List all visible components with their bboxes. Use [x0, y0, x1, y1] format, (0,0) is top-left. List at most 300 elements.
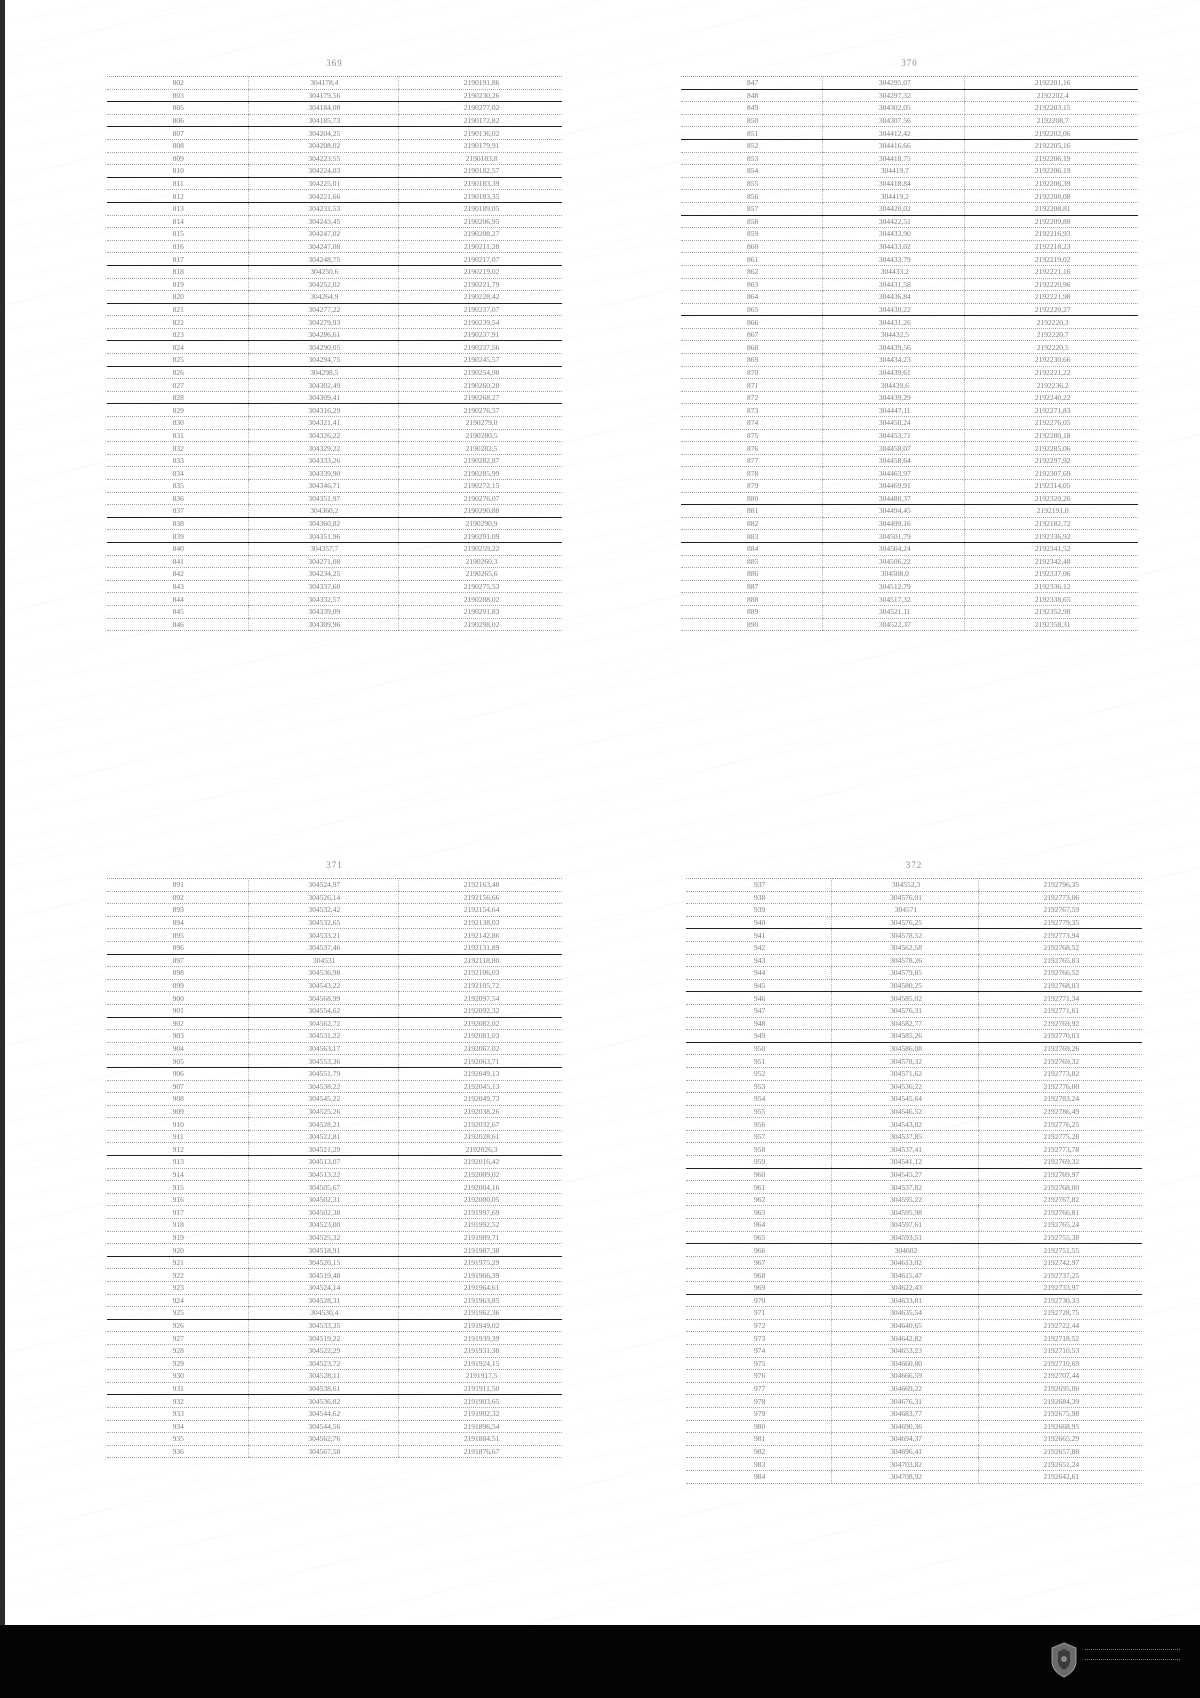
table-row — [686, 1357, 1142, 1370]
table-row — [681, 391, 1138, 404]
point-number: 984 — [686, 1470, 832, 1483]
coordinates-table — [107, 76, 562, 631]
x-coordinate: 304537,41 — [832, 1143, 978, 1156]
y-coordinate: 2190280,5 — [399, 429, 562, 442]
table-row — [686, 1067, 1142, 1080]
point-number: 882 — [681, 517, 823, 530]
table-row — [686, 1256, 1142, 1269]
y-coordinate: 2192710,69 — [978, 1357, 1142, 1370]
point-number: 817 — [107, 253, 248, 266]
y-coordinate: 2192767,59 — [978, 904, 1142, 917]
point-number: 913 — [107, 1156, 248, 1169]
point-number: 864 — [681, 291, 823, 304]
table-row — [686, 1395, 1142, 1408]
point-number: 969 — [686, 1282, 832, 1295]
x-coordinate: 304513,07 — [248, 1156, 398, 1169]
y-coordinate: 2192220,27 — [965, 303, 1138, 316]
point-number: 887 — [681, 580, 823, 593]
x-coordinate: 304553,36 — [248, 1055, 398, 1068]
table-row — [107, 152, 562, 165]
table-row — [681, 442, 1138, 455]
y-coordinate: 2192081,03 — [399, 1030, 562, 1043]
point-number: 825 — [107, 354, 248, 367]
y-coordinate: 2192336,92 — [965, 530, 1138, 543]
point-number: 946 — [686, 992, 832, 1005]
y-coordinate: 2192651,24 — [978, 1458, 1142, 1471]
y-coordinate: 2192009,02 — [399, 1168, 562, 1181]
x-coordinate: 304433,79 — [823, 253, 965, 266]
x-coordinate: 304563,17 — [248, 1042, 398, 1055]
y-coordinate: 2192049,73 — [399, 1093, 562, 1106]
y-coordinate: 2190211,28 — [399, 240, 562, 253]
table-row — [107, 316, 562, 329]
table-row — [107, 1105, 562, 1118]
x-coordinate: 304433,2 — [823, 265, 965, 278]
x-coordinate: 304586,08 — [832, 1042, 978, 1055]
point-number: 923 — [107, 1282, 248, 1295]
point-number: 975 — [686, 1357, 832, 1370]
point-number: 848 — [681, 89, 823, 102]
y-coordinate: 2192038,26 — [399, 1105, 562, 1118]
y-coordinate: 2192730,33 — [978, 1294, 1142, 1307]
x-coordinate: 304436,84 — [823, 291, 965, 304]
point-number: 816 — [107, 240, 248, 253]
table-row — [107, 1244, 562, 1257]
table-row — [686, 1382, 1142, 1395]
point-number: 810 — [107, 165, 248, 178]
point-number: 920 — [107, 1244, 248, 1257]
table-row — [686, 1130, 1142, 1143]
x-coordinate: 304506,22 — [823, 555, 965, 568]
coordinates-table — [681, 76, 1138, 631]
y-coordinate: 2192092,32 — [399, 1004, 562, 1017]
x-coordinate: 304453,71 — [823, 429, 965, 442]
table-row — [107, 278, 562, 291]
point-number: 949 — [686, 1030, 832, 1043]
x-coordinate: 304294,75 — [248, 354, 398, 367]
table-row — [686, 904, 1142, 917]
table-row — [107, 1433, 562, 1446]
point-number: 829 — [107, 404, 248, 417]
x-coordinate: 304247,02 — [248, 228, 398, 241]
point-number: 901 — [107, 1004, 248, 1017]
table-row — [107, 341, 562, 354]
x-coordinate: 304676,31 — [832, 1395, 978, 1408]
point-number: 870 — [681, 366, 823, 379]
table-row — [107, 404, 562, 417]
x-coordinate: 304316,29 — [248, 404, 398, 417]
table-row — [107, 1130, 562, 1143]
point-number: 865 — [681, 303, 823, 316]
y-coordinate: 2192796,35 — [978, 879, 1142, 892]
table-row — [681, 480, 1138, 493]
point-number: 979 — [686, 1407, 832, 1420]
table-row — [686, 1294, 1142, 1307]
point-number: 861 — [681, 253, 823, 266]
point-number: 928 — [107, 1344, 248, 1357]
point-number: 924 — [107, 1294, 248, 1307]
point-number: 929 — [107, 1357, 248, 1370]
y-coordinate: 2192773,06 — [978, 891, 1142, 904]
y-coordinate: 2191966,39 — [399, 1269, 562, 1282]
point-number: 895 — [107, 929, 248, 942]
point-number: 867 — [681, 328, 823, 341]
point-number: 972 — [686, 1319, 832, 1332]
point-number: 955 — [686, 1105, 832, 1118]
x-coordinate: 304536,98 — [248, 967, 398, 980]
point-number: 806 — [107, 114, 248, 127]
y-coordinate: 2192220,7 — [965, 328, 1138, 341]
point-number: 956 — [686, 1118, 832, 1131]
y-coordinate: 2192221,98 — [965, 291, 1138, 304]
y-coordinate: 2191931,38 — [399, 1344, 562, 1357]
point-number: 842 — [107, 568, 248, 581]
table-row — [107, 228, 562, 241]
table-row — [107, 941, 562, 954]
point-number: 808 — [107, 139, 248, 152]
footer-logo-text — [1085, 1649, 1180, 1663]
y-coordinate: 2192771,34 — [978, 992, 1142, 1005]
point-number: 962 — [686, 1193, 832, 1206]
table-row — [681, 467, 1138, 480]
x-coordinate: 304458,64 — [823, 454, 965, 467]
point-number: 833 — [107, 454, 248, 467]
table-row — [107, 992, 562, 1005]
table-row — [107, 1282, 562, 1295]
y-coordinate: 2191975,29 — [399, 1256, 562, 1269]
x-coordinate: 304578,32 — [832, 1055, 978, 1068]
x-coordinate: 304432,5 — [823, 328, 965, 341]
table-row — [107, 1206, 562, 1219]
table-row — [107, 1004, 562, 1017]
table-row — [686, 1219, 1142, 1232]
point-number: 883 — [681, 530, 823, 543]
table-row — [686, 1407, 1142, 1420]
point-number: 893 — [107, 904, 248, 917]
y-coordinate: 2191876,67 — [399, 1445, 562, 1458]
y-coordinate: 2190290,88 — [399, 505, 562, 518]
table-row — [681, 605, 1138, 618]
point-number: 838 — [107, 517, 248, 530]
x-coordinate: 304622,43 — [832, 1282, 978, 1295]
table-row — [107, 77, 562, 90]
x-coordinate: 304508,0 — [823, 568, 965, 581]
y-coordinate: 2192216,93 — [965, 228, 1138, 241]
table-row — [686, 1143, 1142, 1156]
y-coordinate: 2190136,02 — [399, 127, 562, 140]
table-row — [681, 417, 1138, 430]
table-row — [107, 979, 562, 992]
x-coordinate: 304231,53 — [248, 202, 398, 215]
x-coordinate: 304562,76 — [248, 1433, 398, 1446]
point-number: 927 — [107, 1332, 248, 1345]
table-row — [107, 1168, 562, 1181]
x-coordinate: 304576,25 — [832, 916, 978, 929]
table-row — [107, 492, 562, 505]
y-coordinate: 2192728,75 — [978, 1307, 1142, 1320]
y-coordinate: 2192338,65 — [965, 593, 1138, 606]
point-number: 896 — [107, 941, 248, 954]
y-coordinate: 2192285,06 — [965, 442, 1138, 455]
point-number: 976 — [686, 1370, 832, 1383]
y-coordinate: 2192779,35 — [978, 916, 1142, 929]
y-coordinate: 2191884,51 — [399, 1433, 562, 1446]
table-row — [686, 954, 1142, 967]
x-coordinate: 304502,38 — [248, 1206, 398, 1219]
point-number: 802 — [107, 77, 248, 90]
point-number: 824 — [107, 341, 248, 354]
y-coordinate: 2190189,05 — [399, 202, 562, 215]
y-coordinate: 2192063,71 — [399, 1055, 562, 1068]
point-number: 813 — [107, 202, 248, 215]
x-coordinate: 304533,35 — [248, 1319, 398, 1332]
table-row — [681, 102, 1138, 115]
table-row — [107, 215, 562, 228]
point-number: 885 — [681, 555, 823, 568]
point-number: 903 — [107, 1030, 248, 1043]
y-coordinate: 2192657,88 — [978, 1445, 1142, 1458]
y-coordinate: 2192271,83 — [965, 404, 1138, 417]
point-number: 905 — [107, 1055, 248, 1068]
x-coordinate: 304519,22 — [248, 1332, 398, 1345]
table-row — [686, 967, 1142, 980]
point-number: 937 — [686, 879, 832, 892]
y-coordinate: 2192769,97 — [978, 1168, 1142, 1181]
x-coordinate: 304302,05 — [823, 102, 965, 115]
y-coordinate: 2191917,5 — [399, 1370, 562, 1383]
y-coordinate: 2191962,36 — [399, 1307, 562, 1320]
x-coordinate: 304521,11 — [823, 605, 965, 618]
x-coordinate: 304593,51 — [832, 1231, 978, 1244]
table-row — [686, 1017, 1142, 1030]
x-coordinate: 304517,32 — [823, 593, 965, 606]
table-row — [107, 555, 562, 568]
point-number: 910 — [107, 1118, 248, 1131]
x-coordinate: 304528,31 — [248, 1294, 398, 1307]
point-number: 814 — [107, 215, 248, 228]
y-coordinate: 2190272,15 — [399, 480, 562, 493]
table-row — [107, 916, 562, 929]
y-coordinate: 2192156,66 — [399, 891, 562, 904]
y-coordinate: 2192049,13 — [399, 1067, 562, 1080]
x-coordinate: 304545,22 — [248, 1093, 398, 1106]
x-coordinate: 304690,36 — [832, 1420, 978, 1433]
point-number: 957 — [686, 1130, 832, 1143]
point-number: 821 — [107, 303, 248, 316]
point-number: 921 — [107, 1256, 248, 1269]
y-coordinate: 2191987,38 — [399, 1244, 562, 1257]
x-coordinate: 304360,2 — [248, 505, 398, 518]
x-coordinate: 304420,02 — [823, 202, 965, 215]
point-number: 828 — [107, 391, 248, 404]
y-coordinate: 2191992,52 — [399, 1219, 562, 1232]
x-coordinate: 304683,77 — [832, 1407, 978, 1420]
table-row — [107, 1030, 562, 1043]
table-row — [686, 1206, 1142, 1219]
point-number: 881 — [681, 505, 823, 518]
y-coordinate: 2190282,87 — [399, 454, 562, 467]
point-number: 971 — [686, 1307, 832, 1320]
x-coordinate: 304422,51 — [823, 215, 965, 228]
point-number: 815 — [107, 228, 248, 241]
y-coordinate: 2192352,98 — [965, 605, 1138, 618]
table-row — [686, 1030, 1142, 1043]
point-number: 835 — [107, 480, 248, 493]
x-coordinate: 304541,12 — [832, 1156, 978, 1169]
x-coordinate: 304512,79 — [823, 580, 965, 593]
point-number: 983 — [686, 1458, 832, 1471]
y-coordinate: 2192208,08 — [965, 190, 1138, 203]
point-number: 950 — [686, 1042, 832, 1055]
point-number: 803 — [107, 89, 248, 102]
x-coordinate: 304333,26 — [248, 454, 398, 467]
point-number: 846 — [107, 618, 248, 631]
point-number: 873 — [681, 404, 823, 417]
table-row — [107, 454, 562, 467]
table-row — [107, 429, 562, 442]
table-row — [686, 1319, 1142, 1332]
x-coordinate: 304225,01 — [248, 177, 398, 190]
y-coordinate: 2192191,0 — [965, 505, 1138, 518]
table-row — [107, 202, 562, 215]
x-coordinate: 304447,11 — [823, 404, 965, 417]
page-number: 371 — [326, 860, 343, 870]
x-coordinate: 304298,5 — [248, 366, 398, 379]
x-coordinate: 304571,62 — [832, 1067, 978, 1080]
y-coordinate: 2192755,38 — [978, 1231, 1142, 1244]
point-number: 958 — [686, 1143, 832, 1156]
y-coordinate: 2192026,3 — [399, 1143, 562, 1156]
table-row — [681, 139, 1138, 152]
x-coordinate: 304615,47 — [832, 1269, 978, 1282]
table-row — [107, 542, 562, 555]
table-row — [686, 929, 1142, 942]
y-coordinate: 2192710,53 — [978, 1344, 1142, 1357]
x-coordinate: 304576,31 — [832, 1004, 978, 1017]
x-coordinate: 304579,85 — [832, 967, 978, 980]
point-number: 836 — [107, 492, 248, 505]
x-coordinate: 304431,58 — [823, 278, 965, 291]
x-coordinate: 304537,82 — [832, 1181, 978, 1194]
table-row — [681, 580, 1138, 593]
y-coordinate: 2192737,25 — [978, 1269, 1142, 1282]
y-coordinate: 2190260,3 — [399, 555, 562, 568]
x-coordinate: 304595,98 — [832, 1206, 978, 1219]
x-coordinate: 304537,85 — [832, 1130, 978, 1143]
point-number: 919 — [107, 1231, 248, 1244]
x-coordinate: 304463,97 — [823, 467, 965, 480]
x-coordinate: 304271,08 — [248, 555, 398, 568]
point-number: 980 — [686, 1420, 832, 1433]
x-coordinate: 304525,32 — [248, 1231, 398, 1244]
coordinates-table — [107, 878, 562, 1458]
x-coordinate: 304545,64 — [832, 1093, 978, 1106]
y-coordinate: 2192154,64 — [399, 904, 562, 917]
table-row — [681, 240, 1138, 253]
y-coordinate: 2192773,94 — [978, 929, 1142, 942]
x-coordinate: 304480,37 — [823, 492, 965, 505]
table-row — [681, 530, 1138, 543]
point-number: 941 — [686, 929, 832, 942]
point-number: 862 — [681, 265, 823, 278]
y-coordinate: 2192695,06 — [978, 1382, 1142, 1395]
y-coordinate: 2192163,48 — [399, 879, 562, 892]
table-row — [686, 1470, 1142, 1483]
y-coordinate: 2192202,06 — [965, 127, 1138, 140]
table-row — [107, 593, 562, 606]
table-row — [681, 505, 1138, 518]
point-number: 839 — [107, 530, 248, 543]
y-coordinate: 2192206,19 — [965, 165, 1138, 178]
point-number: 894 — [107, 916, 248, 929]
x-coordinate: 304434,23 — [823, 354, 965, 367]
y-coordinate: 2191924,15 — [399, 1357, 562, 1370]
y-coordinate: 2192776,00 — [978, 1080, 1142, 1093]
y-coordinate: 2190285,99 — [399, 467, 562, 480]
table-row — [107, 1219, 562, 1232]
y-coordinate: 2190239,54 — [399, 316, 562, 329]
y-coordinate: 2192297,92 — [965, 454, 1138, 467]
y-coordinate: 2192206,39 — [965, 177, 1138, 190]
table-row — [686, 1433, 1142, 1446]
y-coordinate: 2192707,44 — [978, 1370, 1142, 1383]
y-coordinate: 2192206,19 — [965, 152, 1138, 165]
point-number: 850 — [681, 114, 823, 127]
table-row — [686, 1042, 1142, 1055]
point-number: 899 — [107, 979, 248, 992]
point-number: 834 — [107, 467, 248, 480]
point-number: 890 — [681, 618, 823, 631]
x-coordinate: 304264,9 — [248, 291, 398, 304]
point-number: 847 — [681, 77, 823, 90]
x-coordinate: 304433,02 — [823, 240, 965, 253]
y-coordinate: 2190245,57 — [399, 354, 562, 367]
table-row — [107, 1307, 562, 1320]
table-row — [107, 1319, 562, 1332]
table-row — [686, 1244, 1142, 1257]
x-coordinate: 304416,66 — [823, 139, 965, 152]
point-number: 909 — [107, 1105, 248, 1118]
table-row — [686, 979, 1142, 992]
point-number: 843 — [107, 580, 248, 593]
point-number: 922 — [107, 1269, 248, 1282]
x-coordinate: 304439,56 — [823, 341, 965, 354]
y-coordinate: 2190276,07 — [399, 492, 562, 505]
table-row — [681, 618, 1138, 631]
table-row — [681, 366, 1138, 379]
x-coordinate: 304544,56 — [248, 1420, 398, 1433]
x-coordinate: 304250,6 — [248, 265, 398, 278]
y-coordinate: 2192045,13 — [399, 1080, 562, 1093]
y-coordinate: 2192138,03 — [399, 916, 562, 929]
table-row — [681, 379, 1138, 392]
table-row — [107, 177, 562, 190]
table-row — [686, 891, 1142, 904]
point-number: 947 — [686, 1004, 832, 1017]
table-row — [107, 1118, 562, 1131]
point-number: 852 — [681, 139, 823, 152]
point-number: 932 — [107, 1395, 248, 1408]
y-coordinate: 2192337,06 — [965, 568, 1138, 581]
y-coordinate: 2192276,05 — [965, 417, 1138, 430]
x-coordinate: 304309,96 — [248, 618, 398, 631]
x-coordinate: 304532,42 — [248, 904, 398, 917]
y-coordinate: 2192751,55 — [978, 1244, 1142, 1257]
point-number: 931 — [107, 1382, 248, 1395]
x-coordinate: 304703,82 — [832, 1458, 978, 1471]
table-row — [107, 1382, 562, 1395]
y-coordinate: 2191896,54 — [399, 1420, 562, 1433]
